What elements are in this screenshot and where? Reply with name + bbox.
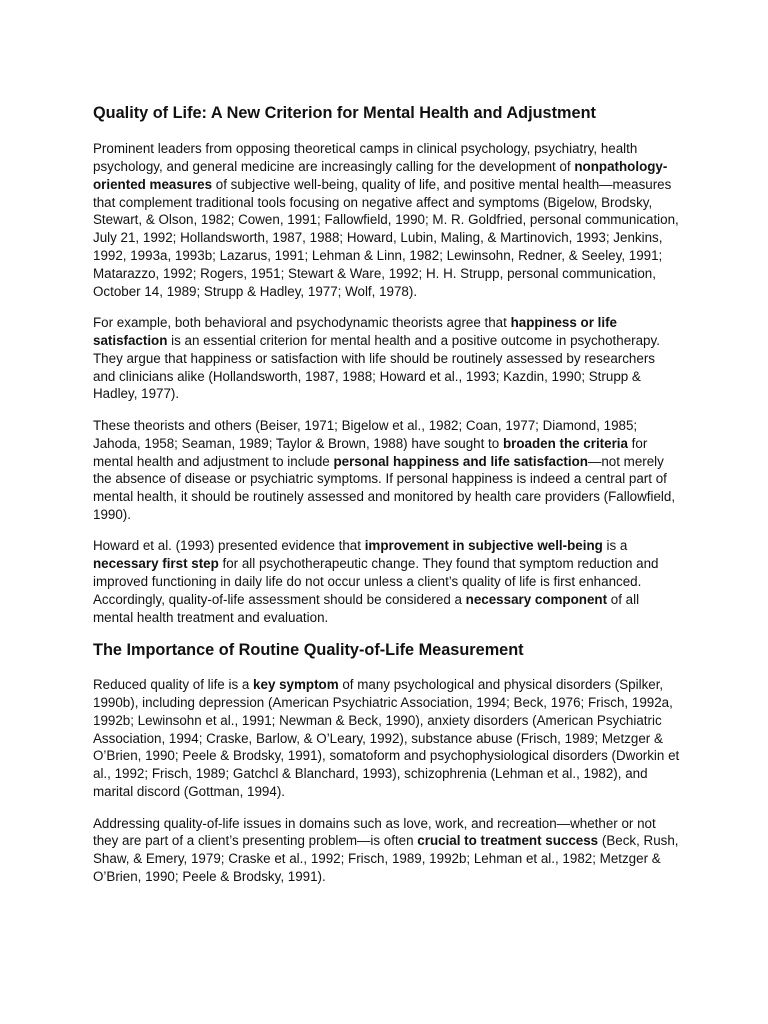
text: (Beck, Rush, Shaw, & Emery, 1979; Craske et al., 1992; Frisch, 1989, 1992b; Lehman et al., 1982; Metzger & O’Brien, 1990; Peele & Brodsky, 1991).: [93, 833, 679, 885]
paragraph-happiness: [93, 314, 680, 403]
paragraph-key-symptom: [93, 676, 680, 801]
text: for mental health and adjustment to include: [93, 435, 648, 469]
text: For example, both behavioral and psychodynamic theorists agree that: [93, 315, 511, 331]
emphasis: necessary first step: [93, 556, 219, 572]
text: is an essential criterion for mental health and a positive outcome in psychotherapy. They argue that happiness or satisfaction with life should be routinely assessed by researchers and clinicians alike (Hollandsworth, 1987, 1988; Howard et al., 1993; Kazdin, 1990; Strupp & Hadley, 1977).: [93, 332, 660, 402]
paragraph-broaden-criteria: [93, 417, 680, 524]
emphasis: key symptom: [253, 677, 339, 693]
emphasis: broaden the criteria: [502, 435, 628, 451]
text: Howard et al. (1993) presented evidence that: [93, 538, 365, 554]
text: These theorists and others (Beiser, 1971; Bigelow et al., 1982; Coan, 1977; Diamond, 1985; Jahoda, 1958; Seaman, 1989; Taylor & Brown, 1988) have sought to: [93, 417, 638, 451]
text: of subjective well-being, quality of life, and positive mental health—measures that complement traditional tools focusing on negative affect and symptoms (Bigelow, Brodsky, Stewart, & Olson, 1982; Cowen, 1991; Fallowfield, 1990; M. R. Goldfried, personal communication, July 21, 1992; Hollandsworth, 1987, 1988; Howard, Lubin, Maling, & Martinovich, 1993; Jenkins, 1992, 1993a, 1993b; Lazarus, 1991; Lehman & Linn, 1982; Lewinsohn, Redner, & Seeley, 1991; Matarazzo, 1992; Rogers, 1951; Stewart & Ware, 1992; H. H. Strupp, personal communication, October 14, 1989; Strupp & Hadley, 1977; Wolf, 1978).: [93, 176, 679, 299]
emphasis: necessary component: [465, 591, 608, 607]
section-heading-routine-measurement: The Importance of Routine Quality-of-Life Measurement: [93, 641, 524, 660]
emphasis: improvement in subjective well-being: [364, 538, 603, 554]
emphasis: crucial to treatment success: [417, 833, 599, 849]
text: is a: [602, 538, 628, 554]
text: for all psychotherapeutic change. They found that symptom reduction and improved functioning in daily life do not occur unless a client’s quality of life is first enhanced. Accordingly, quality-of-life assessment should be considered a: [93, 556, 659, 607]
emphasis: happiness or life satisfaction: [93, 315, 617, 348]
text: of many psychological and physical disorders (Spilker, 1990b), including depression (American Psychiatric Association, 1994; Beck, 1976; Frisch, 1992a, 1992b; Lewinsohn et al., 1991; Newman & Beck, 1990), anxiety disorders (American Psychiatric Association, 1994; Craske, Barlow, & O’Leary, 1992), substance abuse (Frisch, 1989; Metzger & O’Brien, 1990; Peele & Brodsky, 1991), somatoform and psychophysiological disorders (Dworkin et al., 1992; Frisch, 1989; Gatchcl & Blanchard, 1993), schizophrenia (Lehman et al., 1982), and marital discord (Gottman, 1994).: [93, 677, 680, 800]
emphasis: nonpathology-oriented measures: [93, 158, 668, 192]
text: Addressing quality-of-life issues in domains such as love, work, and recreation—whether or not they are part of a client’s presenting problem—is often: [93, 815, 656, 849]
section-heading-quality-of-life: Quality of Life: A New Criterion for Mental Health and Adjustment: [93, 104, 596, 122]
text: —not merely the absence of disease or psychiatric symptoms. If personal happiness is indeed a central part of mental health, it should be routinely assessed and monitored by health care providers (Fallowfield, 1990).: [93, 453, 676, 523]
text: Prominent leaders from opposing theoretical camps in clinical psychology, psychiatry, health psychology, and general medicine are increasingly calling for the development of: [93, 141, 638, 174]
text: of all mental health treatment and evaluation.: [93, 591, 640, 625]
paragraph-treatment-success: [93, 815, 680, 886]
emphasis: personal happiness and life satisfaction: [333, 453, 588, 469]
text: Reduced quality of life is a: [93, 677, 254, 693]
paragraph-howard-evidence: [93, 537, 680, 626]
paragraph-nonpathology: [93, 140, 680, 301]
